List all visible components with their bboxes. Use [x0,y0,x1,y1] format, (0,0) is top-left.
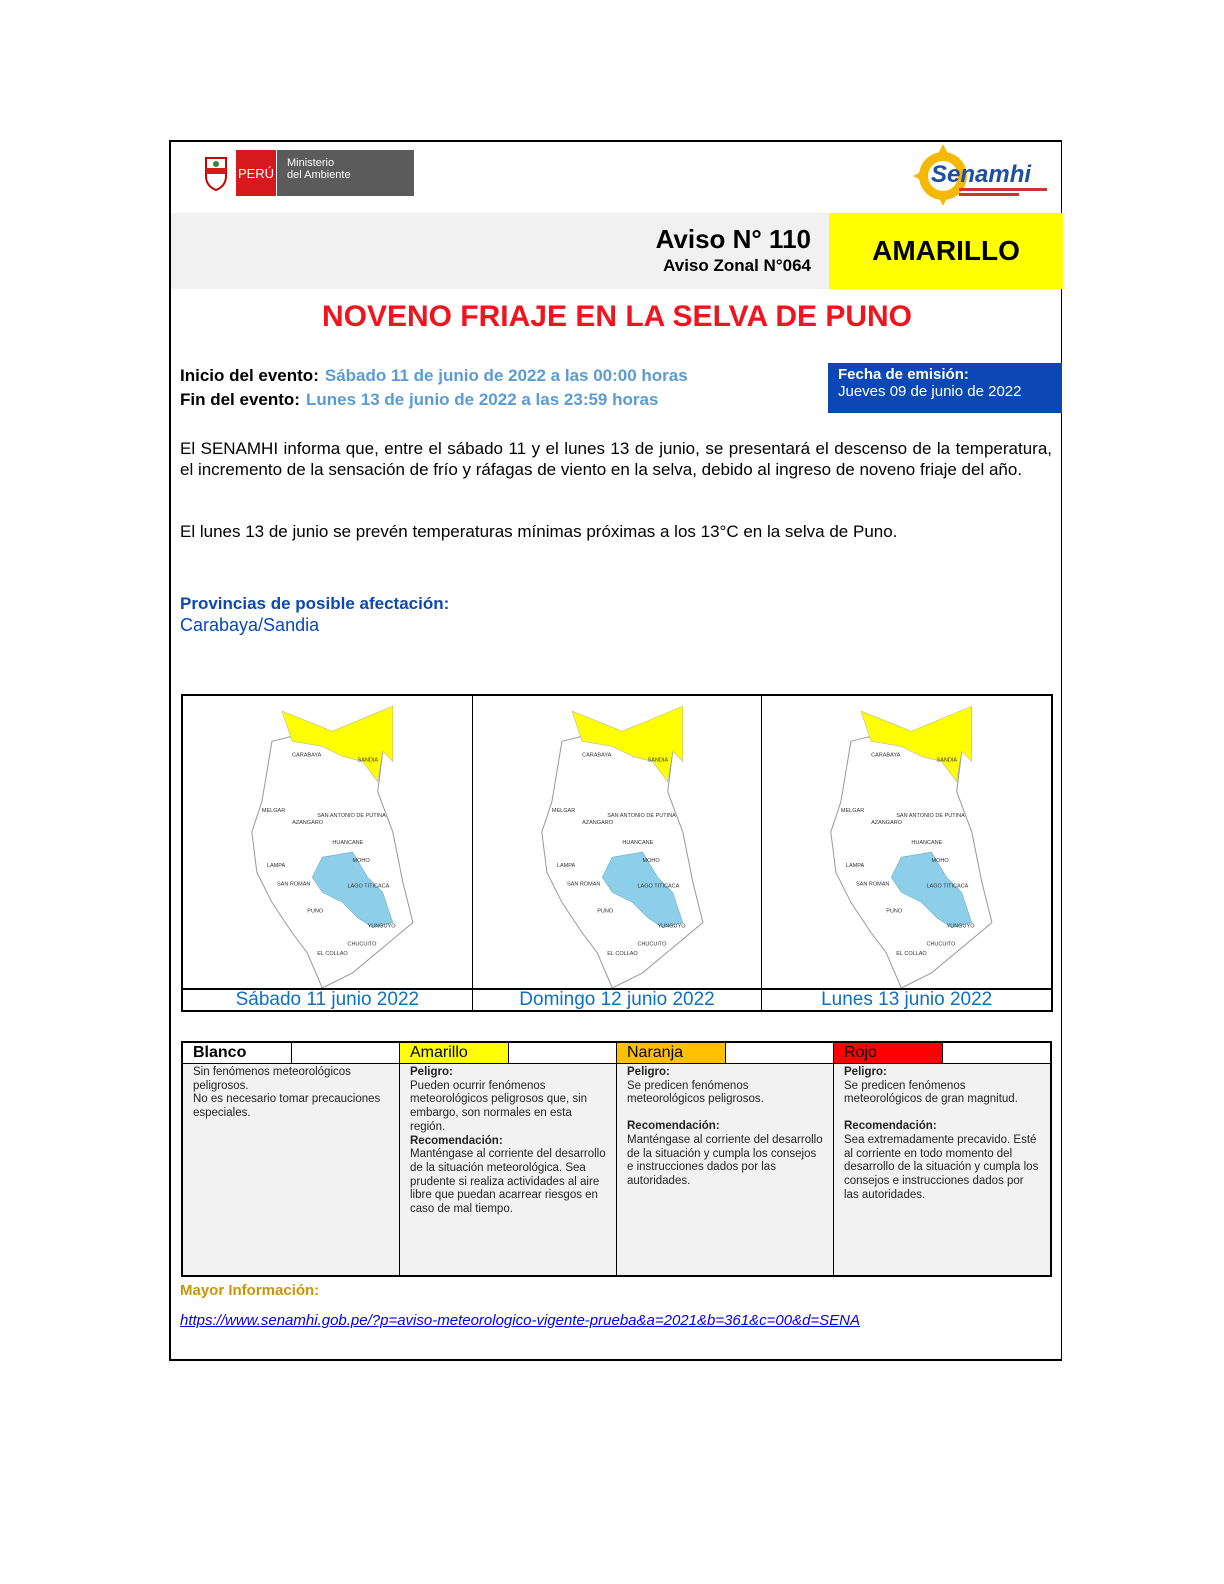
peligro-label: Peligro: [844,1066,887,1078]
map-province-label: CARABAYA [292,752,322,759]
map-province-label: SAN ROMAN [276,881,311,888]
aviso-zonal: Aviso Zonal N°064 [663,256,811,275]
map-province-label: MOHO [352,858,370,865]
aviso-number: Aviso N° 110 [655,224,811,254]
alert-legend-table [181,1041,1052,1277]
forecast-map [762,696,1051,988]
map-province-label: AZANGARO [292,819,324,826]
map-province-label: MELGAR [841,807,865,814]
map-province-label: SANDIA [357,757,379,764]
svg-text:Senamhi: Senamhi [931,161,1032,188]
event-end [180,390,658,410]
map-province-label: SANDIA [647,757,668,764]
map-province-label: MOHO [642,858,660,865]
legend-column-amarillo [400,1043,617,1275]
peligro-label: Peligro: [410,1066,453,1078]
map-caption: Lunes 13 junio 2022 [821,989,993,1010]
legend-level-name: Blanco [183,1043,292,1063]
event-end-value: Lunes 13 de junio de 2022 a las 23:59 horas [305,390,659,409]
map-province-label: YUNGUYO [946,923,975,930]
map-caption: Sábado 11 junio 2022 [183,990,473,1010]
forecast-map [183,696,473,988]
map-province-label: LAMPA [846,863,865,870]
map-province-label: SAN ROMAN [856,881,890,888]
recomendacion-label: Recomendación: [844,1120,937,1133]
legend-header [834,1043,1050,1064]
map-province-label: YUNGUYO [367,923,396,930]
ministry-logo [196,150,414,196]
legend-header [400,1043,616,1064]
emission-value: Jueves 09 de junio de 2022 [838,383,1022,400]
peligro-text: Sin fenómenos meteorológicos peligrosos. [193,1066,351,1092]
more-info-link[interactable]: https://www.senamhi.gob.pe/?p=aviso-meteorologico-vigente-prueba&a=2021&b=361&c=00&d=SENA [180,1312,861,1329]
peru-shield-icon [196,150,236,196]
body-paragraph: El SENAMHI informa que, entre el sábado 11 y el lunes 13 de junio, se presentará el descenso de la temperatura, el incremento de la sensación de frío y ráfagas de viento en la selva, debido al ingreso de noveno friaje del año. [180,439,1052,479]
map-province-label: PUNO [886,908,903,915]
map-province-label: CHUCUITO [637,941,667,948]
map-province-label: HUANCANE [911,840,943,847]
peligro-text: Pueden ocurrir fenómenos meteorológicos peligrosos que, sin embargo, son normales en esta región. [410,1079,588,1133]
legend-column-naranja [617,1043,834,1275]
peligro-text: Se predicen fenómenos meteorológicos de gran magnitud. [844,1079,1018,1106]
legend-header [183,1043,399,1064]
recomendacion-text: Manténgase al corriente del desarrollo de la situación y cumpla los consejos e instrucciones dados por las autoridades. [627,1133,823,1187]
legend-column-blanco [183,1043,400,1275]
map-province-label: LAMPA [266,863,286,870]
map-province-label: SAN ANTONIO DE PUTINA [317,812,386,819]
legend-level-name: Amarillo [400,1043,509,1063]
map-province-label: EL COLLAO [896,950,928,957]
ministry-name [276,150,414,196]
event-end-label: Fin del evento: [180,390,300,409]
event-start [180,366,688,386]
more-info-label: Mayor Información: [180,1282,320,1299]
map-province-label: HUANCANE [332,840,364,847]
ministry-line-2: del Ambiente [287,169,351,181]
recomendacion-text: No es necesario tomar precauciones especiales. [193,1093,381,1120]
legend-body [183,1064,399,1275]
map-province-label: EL COLLAO [317,950,348,957]
map-province-label: HUANCANE [622,840,653,847]
ministry-line-1: Ministerio [287,157,335,169]
peligro-label: Peligro: [627,1066,670,1078]
bulletin-frame [169,140,1062,1361]
legend-body [834,1064,1050,1275]
map-province-label: LAGO TITICACA [926,883,969,890]
map-province-label: MOHO [931,858,950,865]
legend-header [617,1043,833,1064]
maps-panel [181,694,1053,1012]
map-caption: Domingo 12 junio 2022 [473,990,763,1010]
map-province-label: YUNGUYO [657,923,686,930]
body-paragraph: El lunes 13 de junio se prevén temperaturas mínimas próximas a los 13°C en la selva de Puno. [180,522,898,541]
map-province-label: CARABAYA [581,752,612,759]
map-province-label: EL COLLAO [606,950,638,957]
map-province-label: SAN ANTONIO DE PUTINA [606,812,676,819]
provinces-label: Provincias de posible afectación: [180,594,450,613]
map-province-label: CARABAYA [871,752,901,759]
legend-level-name: Rojo [834,1043,943,1063]
emission-label: Fecha de emisión: [838,366,969,383]
map-province-label: SAN ANTONIO DE PUTINA [896,812,966,819]
recomendacion-label: Recomendación: [627,1120,720,1133]
map-province-label: PUNO [307,908,324,915]
page-title: NOVENO FRIAJE EN LA SELVA DE PUNO [321,300,913,333]
map-province-label: CHUCUITO [347,941,377,948]
event-start-value: Sábado 11 de junio de 2022 a las 00:00 horas [324,366,688,385]
map-province-label: MELGAR [551,807,575,814]
map-province-label: LAGO TITICACA [347,883,390,890]
provinces-value: Carabaya/Sandia [180,615,320,635]
map-province-label: CHUCUITO [926,941,956,948]
map-province-label: AZANGARO [871,819,903,826]
map-province-label: SANDIA [936,757,958,764]
legend-body [400,1064,616,1275]
peru-label: PERÚ [236,150,276,196]
event-start-label: Inicio del evento: [180,366,319,385]
peligro-text: Se predicen fenómenos meteorológicos peligrosos. [627,1079,764,1106]
alert-level-badge: AMARILLO [829,213,1063,289]
map-province-label: LAMPA [556,863,575,870]
legend-level-name: Naranja [617,1043,726,1063]
map-province-label: PUNO [596,908,613,915]
recomendacion-text: Manténgase al corriente del desarrollo de la situación meteorológica. Sea prudente si realiza actividades al aire libre que puedan acarrear riesgos en caso de mal tiempo. [410,1148,606,1216]
map-province-label: SAN ROMAN [566,881,601,888]
senamhi-logo [913,144,1053,206]
map-province-label: LAGO TITICACA [637,883,680,890]
recomendacion-label: Recomendación: [410,1134,503,1147]
map-province-label: AZANGARO [581,819,613,826]
recomendacion-text: Sea extremadamente precavido. Esté al corriente en todo momento del desarrollo de la situación y cumpla los consejos e instrucciones dados por las autoridades. [844,1133,1039,1201]
forecast-map [473,696,763,988]
legend-body [617,1064,833,1275]
map-province-label: MELGAR [261,807,286,814]
emission-date-box [828,363,1062,413]
legend-column-rojo [834,1043,1050,1275]
